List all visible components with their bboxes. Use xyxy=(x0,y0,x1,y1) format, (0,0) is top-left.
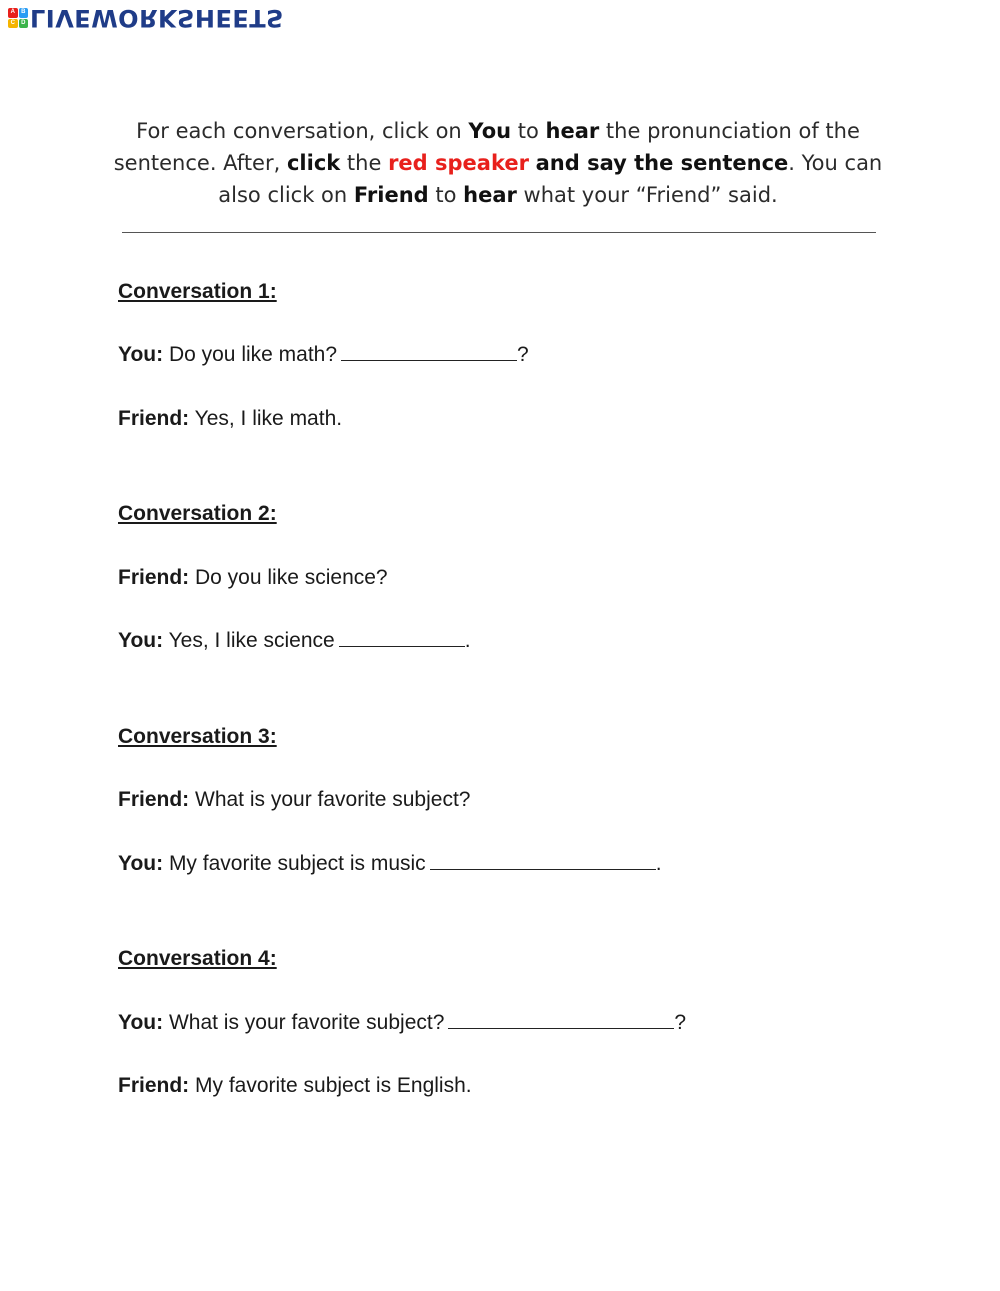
speaker-friend[interactable]: Friend: xyxy=(118,407,190,430)
speaker-friend[interactable]: Friend: xyxy=(118,1074,190,1097)
logo-text: LIVEWORKSHEETS xyxy=(30,4,284,32)
conversation-3-title: Conversation 3: xyxy=(118,725,277,748)
conversation-2-line-1[interactable]: Friend: Do you like science? xyxy=(118,566,388,589)
answer-blank[interactable] xyxy=(448,1010,674,1029)
conversation-3-line-2[interactable]: You: My favorite subject is music . xyxy=(118,852,662,875)
answer-blank[interactable] xyxy=(430,851,656,870)
speaker-friend[interactable]: Friend: xyxy=(118,788,190,811)
divider xyxy=(122,232,876,233)
speaker-friend[interactable]: Friend: xyxy=(118,566,190,589)
conversation-4-title: Conversation 4: xyxy=(118,947,277,970)
speaker-you[interactable]: You: xyxy=(118,343,164,366)
conversation-2-title: Conversation 2: xyxy=(118,502,277,525)
conversation-3-line-1[interactable]: Friend: What is your favorite subject? xyxy=(118,788,471,811)
answer-blank[interactable] xyxy=(339,628,465,647)
logo-blocks-icon: A B C D xyxy=(8,8,28,28)
conversation-1-title: Conversation 1: xyxy=(118,280,277,303)
conversation-1-line-2[interactable]: Friend: Yes, I like math. xyxy=(118,407,343,430)
liveworksheets-logo xyxy=(8,4,284,32)
conversation-4-line-1[interactable]: You: What is your favorite subject? ? xyxy=(118,1011,687,1034)
instructions-paragraph: For each conversation, click on You to hear the pronunciation of the sentence. After, click the red speaker and say the sentence. You can also click on Friend to hear what your “Friend” said. xyxy=(113,119,883,207)
speaker-you[interactable]: You: xyxy=(118,629,164,652)
speaker-you[interactable]: You: xyxy=(118,852,164,875)
conversation-1-line-1[interactable]: You: Do you like math? ? xyxy=(118,343,529,366)
answer-blank[interactable] xyxy=(341,342,517,361)
speaker-you[interactable]: You: xyxy=(118,1011,164,1034)
conversation-4-line-2[interactable]: Friend: My favorite subject is English. xyxy=(118,1074,472,1097)
conversation-2-line-2[interactable]: You: Yes, I like science . xyxy=(118,629,471,652)
